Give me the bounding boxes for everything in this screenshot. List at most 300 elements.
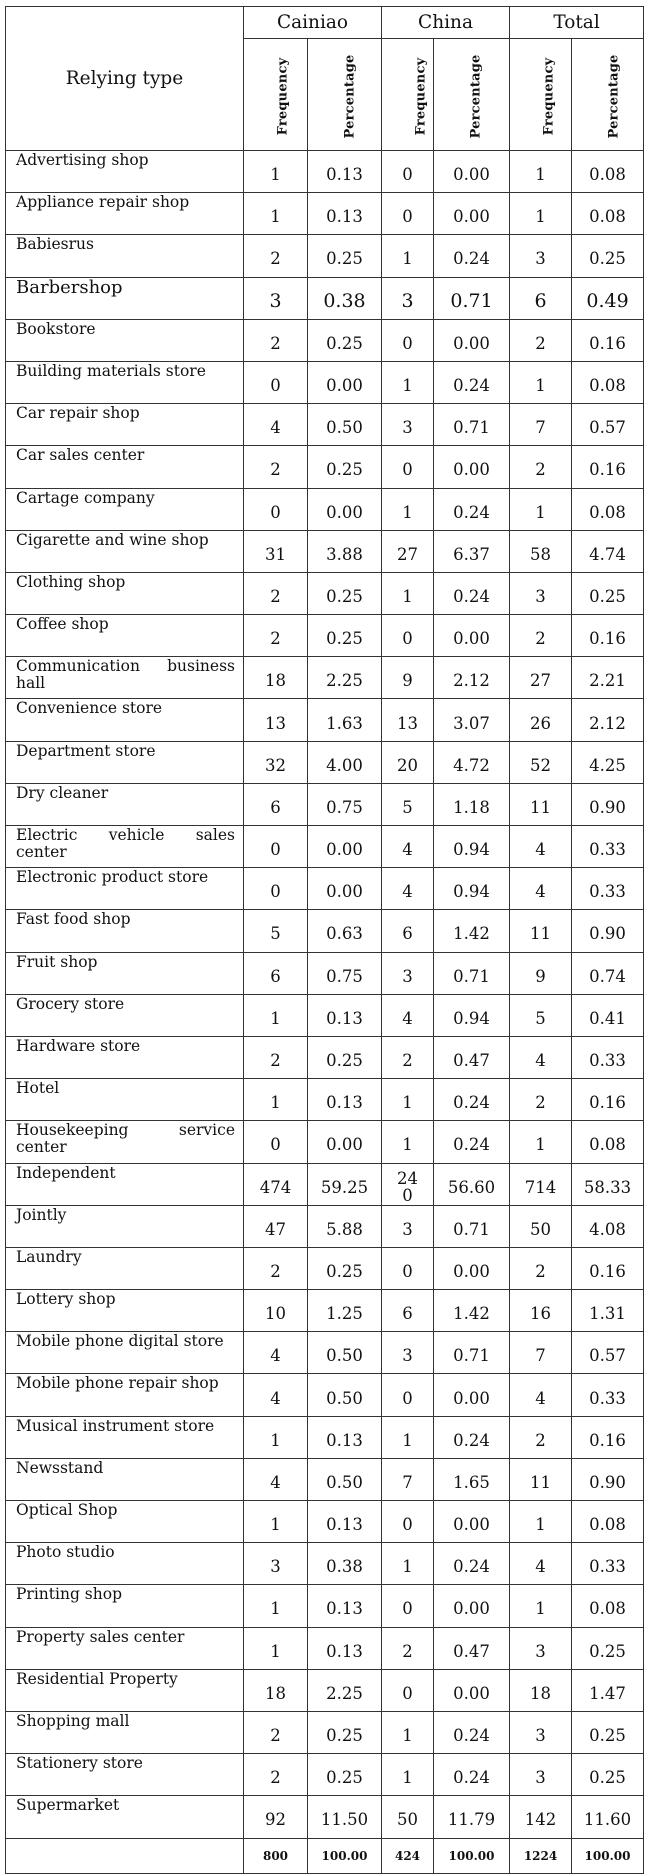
value-cell: 0.24 <box>434 572 510 614</box>
relying-type-name: Fast food shop <box>6 910 244 952</box>
table-row <box>6 1711 644 1753</box>
value-cell: 0.33 <box>572 868 644 910</box>
value-cell: 0.24 <box>434 488 510 530</box>
value-cell: 11.79 <box>434 1796 510 1838</box>
relying-type-name: Property sales center <box>6 1627 244 1669</box>
table-row <box>6 1754 644 1796</box>
value-cell: 0.71 <box>434 404 510 446</box>
cainiao-percentage-header: Percentage <box>308 39 382 151</box>
value-cell: 1 <box>382 1121 434 1163</box>
totals-row <box>6 1838 644 1873</box>
value-cell: 18 <box>510 1669 572 1711</box>
value-cell: 0.13 <box>308 151 382 193</box>
value-cell: 0.38 <box>308 277 382 319</box>
value-cell: 1 <box>244 151 308 193</box>
value-cell: 0.00 <box>434 1501 510 1543</box>
table-row <box>6 994 644 1036</box>
table-row <box>6 741 644 783</box>
relying-type-name: Supermarket <box>6 1796 244 1838</box>
value-cell: 0.25 <box>308 1711 382 1753</box>
value-cell: 56.60 <box>434 1163 510 1205</box>
value-cell: 52 <box>510 741 572 783</box>
table-row <box>6 699 644 741</box>
value-cell: 4 <box>510 826 572 868</box>
table-row <box>6 488 644 530</box>
value-cell: 4.74 <box>572 530 644 572</box>
value-cell: 0.13 <box>308 1627 382 1669</box>
value-cell: 13 <box>382 699 434 741</box>
value-cell: 3 <box>244 277 308 319</box>
value-cell: 0.25 <box>308 319 382 361</box>
value-cell: 714 <box>510 1163 572 1205</box>
relying-type-name: Jointly <box>6 1205 244 1247</box>
value-cell: 31 <box>244 530 308 572</box>
value-cell: 1 <box>382 1416 434 1458</box>
relying-type-name: Independent <box>6 1163 244 1205</box>
value-cell: 0.90 <box>572 1458 644 1500</box>
total-percentage-header: Percentage <box>572 39 644 151</box>
value-cell: 0.00 <box>434 319 510 361</box>
value-cell: 1 <box>510 1501 572 1543</box>
value-cell: 0.16 <box>572 319 644 361</box>
value-cell: 0.38 <box>308 1543 382 1585</box>
value-cell: 0.08 <box>572 361 644 403</box>
value-cell: 0.24 <box>434 1754 510 1796</box>
value-cell: 18 <box>244 657 308 699</box>
value-cell: 0.25 <box>572 1754 644 1796</box>
table-row <box>6 404 644 446</box>
value-cell: 0.50 <box>308 404 382 446</box>
value-cell: 0.74 <box>572 952 644 994</box>
value-cell: 0.08 <box>572 488 644 530</box>
value-cell: 0 <box>244 826 308 868</box>
value-cell: 0.00 <box>434 1585 510 1627</box>
value-cell: 2 <box>244 1754 308 1796</box>
value-cell: 3 <box>510 235 572 277</box>
relying-type-name: Clothing shop <box>6 572 244 614</box>
value-cell: 0 <box>244 488 308 530</box>
value-cell: 1 <box>244 193 308 235</box>
value-cell: 0 <box>382 1585 434 1627</box>
value-cell: 2 <box>510 615 572 657</box>
relying-type-name: Laundry <box>6 1247 244 1289</box>
value-cell: 0.08 <box>572 193 644 235</box>
value-cell: 0.90 <box>572 783 644 825</box>
table-row <box>6 657 644 699</box>
value-cell: 0.33 <box>572 1036 644 1078</box>
relying-type-name: Dry cleaner <box>6 783 244 825</box>
table-row <box>6 1121 644 1163</box>
value-cell: 4 <box>244 1458 308 1500</box>
value-cell: 0 <box>244 361 308 403</box>
value-cell: 47 <box>244 1205 308 1247</box>
value-cell: 3 <box>382 404 434 446</box>
value-cell: 1 <box>244 1416 308 1458</box>
relying-type-name: Babiesrus <box>6 235 244 277</box>
value-cell: 0.33 <box>572 1543 644 1585</box>
value-cell: 27 <box>382 530 434 572</box>
value-cell: 0.63 <box>308 910 382 952</box>
relying-type-name: Newsstand <box>6 1458 244 1500</box>
value-cell: 9 <box>382 657 434 699</box>
value-cell: 1 <box>510 361 572 403</box>
relying-type-table <box>5 6 644 1874</box>
value-cell: 0.00 <box>434 1374 510 1416</box>
value-cell: 4 <box>244 404 308 446</box>
value-cell: 0.25 <box>308 1247 382 1289</box>
value-cell: 0.24 <box>434 235 510 277</box>
value-cell: 3.88 <box>308 530 382 572</box>
value-cell: 2 <box>244 615 308 657</box>
relying-type-name: Advertising shop <box>6 151 244 193</box>
value-cell: 4.72 <box>434 741 510 783</box>
table-row <box>6 868 644 910</box>
relying-type-name: Stationery store <box>6 1754 244 1796</box>
value-cell: 7 <box>510 1332 572 1374</box>
value-cell: 0 <box>382 1374 434 1416</box>
table-row <box>6 530 644 572</box>
value-cell: 1 <box>382 1754 434 1796</box>
value-cell: 142 <box>510 1796 572 1838</box>
table-row <box>6 826 644 868</box>
value-cell: 4.25 <box>572 741 644 783</box>
relying-type-name: Fruit shop <box>6 952 244 994</box>
value-cell: 1 <box>382 361 434 403</box>
value-cell: 4 <box>382 826 434 868</box>
total-value: 100.00 <box>308 1838 382 1873</box>
value-cell: 0.94 <box>434 826 510 868</box>
value-cell: 0 <box>382 319 434 361</box>
value-cell: 0.25 <box>308 446 382 488</box>
value-cell: 2 <box>244 446 308 488</box>
value-cell: 0.24 <box>434 361 510 403</box>
value-cell: 1.31 <box>572 1290 644 1332</box>
value-cell: 0 <box>382 151 434 193</box>
value-cell: 1.65 <box>434 1458 510 1500</box>
value-cell: 6 <box>510 277 572 319</box>
value-cell: 3 <box>244 1543 308 1585</box>
value-cell: 0.94 <box>434 868 510 910</box>
relying-type-name: Building materials store <box>6 361 244 403</box>
value-cell: 0.16 <box>572 446 644 488</box>
total-value: 100.00 <box>434 1838 510 1873</box>
relying-type-header: Relying type <box>6 7 244 151</box>
value-cell <box>382 1163 434 1205</box>
value-cell: 0.08 <box>572 1585 644 1627</box>
value-cell: 1.63 <box>308 699 382 741</box>
value-cell: 2 <box>244 1247 308 1289</box>
china-frequency-header: Frequency <box>382 39 434 151</box>
value-cell: 0.13 <box>308 1585 382 1627</box>
table-row <box>6 1374 644 1416</box>
total-value: 424 <box>382 1838 434 1873</box>
value-cell: 5 <box>382 783 434 825</box>
value-cell: 4 <box>510 1036 572 1078</box>
value-cell: 0.94 <box>434 994 510 1036</box>
total-value: 800 <box>244 1838 308 1873</box>
value-cell: 0.00 <box>434 193 510 235</box>
value-cell: 58 <box>510 530 572 572</box>
value-cell: 0.75 <box>308 952 382 994</box>
value-cell: 0.57 <box>572 1332 644 1374</box>
value-cell: 2.25 <box>308 1669 382 1711</box>
value-cell: 0.24 <box>434 1079 510 1121</box>
value-cell: 1 <box>510 151 572 193</box>
value-cell: 2 <box>510 1079 572 1121</box>
value-cell: 59.25 <box>308 1163 382 1205</box>
value-cell: 1 <box>382 1711 434 1753</box>
value-cell: 0.71 <box>434 1332 510 1374</box>
value-cell: 0.25 <box>308 235 382 277</box>
value-cell: 0.25 <box>572 1711 644 1753</box>
value-cell: 2.25 <box>308 657 382 699</box>
relying-type-name: Grocery store <box>6 994 244 1036</box>
group-header-cainiao: Cainiao <box>244 7 382 39</box>
value-cell: 0.08 <box>572 1121 644 1163</box>
value-cell: 3.07 <box>434 699 510 741</box>
value-cell: 0.47 <box>434 1036 510 1078</box>
wrapped-value: 240 <box>397 1169 419 1206</box>
value-cell: 0.24 <box>434 1543 510 1585</box>
table-row <box>6 952 644 994</box>
value-cell: 7 <box>382 1458 434 1500</box>
value-cell: 2.12 <box>434 657 510 699</box>
relying-type-name: Musical instrument store <box>6 1416 244 1458</box>
value-cell: 3 <box>382 1205 434 1247</box>
value-cell: 1 <box>382 572 434 614</box>
table-row <box>6 1416 644 1458</box>
value-cell: 0.57 <box>572 404 644 446</box>
value-cell: 4 <box>244 1374 308 1416</box>
table-wrapper <box>5 6 643 1874</box>
value-cell: 0.25 <box>572 572 644 614</box>
value-cell: 0 <box>244 1121 308 1163</box>
value-cell: 4 <box>510 868 572 910</box>
table-row <box>6 1796 644 1838</box>
value-cell: 11.50 <box>308 1796 382 1838</box>
value-cell: 16 <box>510 1290 572 1332</box>
value-cell: 474 <box>244 1163 308 1205</box>
value-cell: 0.13 <box>308 1501 382 1543</box>
relying-type-name: Cigarette and wine shop <box>6 530 244 572</box>
value-cell: 0.71 <box>434 277 510 319</box>
value-cell: 0.16 <box>572 1247 644 1289</box>
value-cell: 6.37 <box>434 530 510 572</box>
value-cell: 0 <box>382 615 434 657</box>
relying-type-name: Barbershop <box>6 277 244 319</box>
value-cell: 20 <box>382 741 434 783</box>
table-row <box>6 361 644 403</box>
value-cell: 11 <box>510 1458 572 1500</box>
value-cell: 0.24 <box>434 1711 510 1753</box>
table-row <box>6 1332 644 1374</box>
value-cell: 0.75 <box>308 783 382 825</box>
table-row <box>6 910 644 952</box>
value-cell: 1 <box>510 1585 572 1627</box>
relying-type-name: Car sales center <box>6 446 244 488</box>
table-row <box>6 193 644 235</box>
value-cell: 0.13 <box>308 1416 382 1458</box>
value-cell: 2 <box>244 319 308 361</box>
value-cell: 0.00 <box>434 1247 510 1289</box>
value-cell: 0.00 <box>308 361 382 403</box>
value-cell: 3 <box>382 952 434 994</box>
china-percentage-header: Percentage <box>434 39 510 151</box>
value-cell: 0.25 <box>308 615 382 657</box>
value-cell: 4 <box>510 1543 572 1585</box>
value-cell: 0.00 <box>434 615 510 657</box>
relying-type-name: Electronic product store <box>6 868 244 910</box>
value-cell: 4 <box>382 868 434 910</box>
table-row <box>6 572 644 614</box>
relying-type-name: Department store <box>6 741 244 783</box>
relying-type-name: Photo studio <box>6 1543 244 1585</box>
table-row <box>6 319 644 361</box>
group-header-china: China <box>382 7 510 39</box>
value-cell: 0.25 <box>572 235 644 277</box>
value-cell: 2 <box>510 1247 572 1289</box>
value-cell: 3 <box>510 572 572 614</box>
value-cell: 32 <box>244 741 308 783</box>
cainiao-frequency-header: Frequency <box>244 39 308 151</box>
value-cell: 2 <box>244 235 308 277</box>
table-row <box>6 1501 644 1543</box>
table-row <box>6 783 644 825</box>
value-cell: 7 <box>510 404 572 446</box>
value-cell: 3 <box>510 1711 572 1753</box>
table-row <box>6 1205 644 1247</box>
relying-type-name: Cartage company <box>6 488 244 530</box>
value-cell: 6 <box>382 1290 434 1332</box>
group-header-total: Total <box>510 7 644 39</box>
table-row <box>6 1036 644 1078</box>
relying-type-name: Car repair shop <box>6 404 244 446</box>
value-cell: 5 <box>244 910 308 952</box>
relying-type-name: Bookstore <box>6 319 244 361</box>
value-cell: 0.08 <box>572 151 644 193</box>
value-cell: 3 <box>510 1754 572 1796</box>
value-cell: 6 <box>244 952 308 994</box>
value-cell: 0 <box>382 193 434 235</box>
value-cell: 0 <box>244 868 308 910</box>
value-cell: 0.33 <box>572 1374 644 1416</box>
value-cell: 0.00 <box>308 868 382 910</box>
value-cell: 0.90 <box>572 910 644 952</box>
value-cell: 4 <box>244 1332 308 1374</box>
value-cell: 0.08 <box>572 1501 644 1543</box>
relying-type-name: Convenience store <box>6 699 244 741</box>
value-cell: 1 <box>244 994 308 1036</box>
table-row <box>6 1079 644 1121</box>
value-cell: 0.25 <box>308 1754 382 1796</box>
table-row <box>6 1627 644 1669</box>
value-cell: 0.13 <box>308 994 382 1036</box>
value-cell: 0.24 <box>434 1121 510 1163</box>
value-cell: 2 <box>382 1627 434 1669</box>
value-cell: 0 <box>382 1501 434 1543</box>
value-cell: 0.13 <box>308 1079 382 1121</box>
value-cell: 0.00 <box>434 151 510 193</box>
table-row <box>6 1163 644 1205</box>
value-cell: 4 <box>510 1374 572 1416</box>
relying-type-name: Mobile phone digital store <box>6 1332 244 1374</box>
value-cell: 6 <box>382 910 434 952</box>
value-cell: 11.60 <box>572 1796 644 1838</box>
value-cell: 0 <box>382 1669 434 1711</box>
value-cell: 0.47 <box>434 1627 510 1669</box>
value-cell: 1 <box>510 488 572 530</box>
value-cell: 1.42 <box>434 910 510 952</box>
table-row <box>6 1247 644 1289</box>
value-cell: 0.00 <box>308 488 382 530</box>
value-cell: 1 <box>244 1501 308 1543</box>
value-cell: 1.42 <box>434 1290 510 1332</box>
value-cell: 0.16 <box>572 1079 644 1121</box>
value-cell: 2 <box>510 319 572 361</box>
value-cell: 0.41 <box>572 994 644 1036</box>
value-cell: 2 <box>244 572 308 614</box>
relying-type-name: Coffee shop <box>6 615 244 657</box>
table-row <box>6 151 644 193</box>
value-cell: 0.00 <box>434 446 510 488</box>
value-cell: 0.50 <box>308 1458 382 1500</box>
value-cell: 0.13 <box>308 193 382 235</box>
table-body <box>6 151 644 1839</box>
value-cell: 0.00 <box>434 1669 510 1711</box>
value-cell: 50 <box>510 1205 572 1247</box>
relying-type-name: Residential Property <box>6 1669 244 1711</box>
relying-type-name: Optical Shop <box>6 1501 244 1543</box>
value-cell: 27 <box>510 657 572 699</box>
table-row <box>6 1585 644 1627</box>
relying-type-name: Printing shop <box>6 1585 244 1627</box>
value-cell: 3 <box>382 277 434 319</box>
relying-type-name: Electric vehicle sales center <box>6 826 244 868</box>
value-cell: 1 <box>382 1543 434 1585</box>
value-cell: 58.33 <box>572 1163 644 1205</box>
relying-type-name: Mobile phone repair shop <box>6 1374 244 1416</box>
value-cell: 5.88 <box>308 1205 382 1247</box>
value-cell: 0.16 <box>572 615 644 657</box>
table-row <box>6 615 644 657</box>
total-frequency-header: Frequency <box>510 39 572 151</box>
value-cell: 0.71 <box>434 1205 510 1247</box>
value-cell: 0.24 <box>434 1416 510 1458</box>
value-cell: 1 <box>244 1627 308 1669</box>
value-cell: 1.25 <box>308 1290 382 1332</box>
value-cell: 2 <box>244 1036 308 1078</box>
value-cell: 4.00 <box>308 741 382 783</box>
value-cell: 1 <box>244 1079 308 1121</box>
relying-type-name: Appliance repair shop <box>6 193 244 235</box>
total-value: 1224 <box>510 1838 572 1873</box>
table-row <box>6 1543 644 1585</box>
value-cell: 1 <box>382 488 434 530</box>
value-cell: 0.71 <box>434 952 510 994</box>
relying-type-name: Shopping mall <box>6 1711 244 1753</box>
value-cell: 0.00 <box>308 1121 382 1163</box>
value-cell: 1 <box>510 1121 572 1163</box>
group-header-row <box>6 7 644 39</box>
value-cell: 18 <box>244 1669 308 1711</box>
value-cell: 0 <box>382 1247 434 1289</box>
value-cell: 2.12 <box>572 699 644 741</box>
table-row <box>6 1458 644 1500</box>
value-cell: 11 <box>510 910 572 952</box>
value-cell: 10 <box>244 1290 308 1332</box>
value-cell: 0.50 <box>308 1374 382 1416</box>
value-cell: 50 <box>382 1796 434 1838</box>
